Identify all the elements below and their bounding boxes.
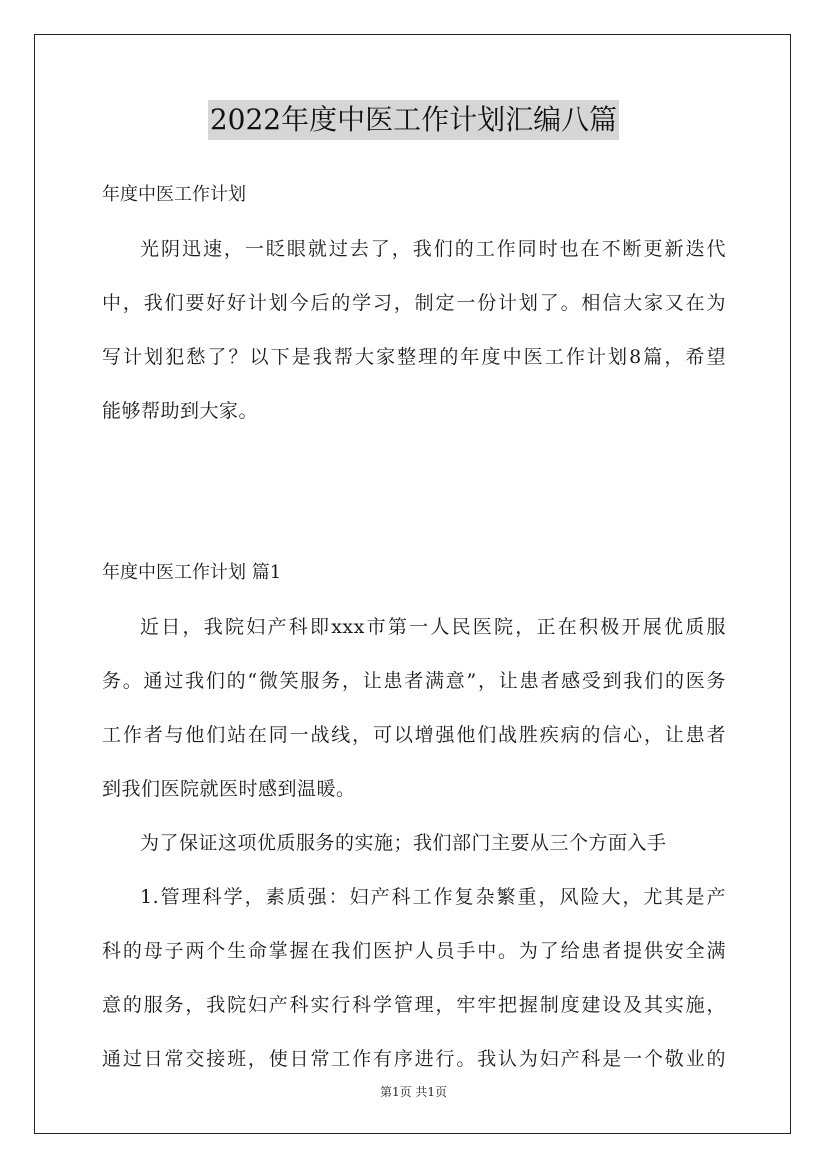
paragraph-line: 科的母子两个生命掌握在我们医护人员手中。为了给患者提供安全满 [102, 940, 726, 962]
document-body [102, 168, 726, 1086]
section-heading: 年度中医工作计划 [102, 184, 246, 205]
paragraph-line: 为了保证这项优质服务的实施；我们部门主要从三个方面入手 [140, 832, 667, 854]
intro-line: 能够帮助到大家。 [102, 400, 259, 422]
intro-line: 写计划犯愁了？以下是我帮大家整理的年度中医工作计划8篇，希望 [102, 346, 726, 368]
title-container [0, 100, 827, 140]
paragraph-line: 近日，我院妇产科即xxx市第一人民医院，正在积极开展优质服 [140, 616, 726, 638]
paragraph-line: 到我们医院就医时感到温暖。 [102, 778, 356, 800]
intro-line: 中，我们要好好计划今后的学习，制定一份计划了。相信大家又在为 [102, 292, 726, 314]
document-title: 2022年度中医工作计划汇编八篇 [208, 100, 619, 140]
paragraph-line: 通过日常交接班，使日常工作有序进行。我认为妇产科是一个敬业的 [102, 1048, 726, 1070]
paragraph-line: 1.管理科学，素质强：妇产科工作复杂繁重，风险大，尤其是产 [140, 886, 726, 908]
spacer [102, 438, 726, 546]
part1-heading: 年度中医工作计划 篇1 [102, 562, 282, 583]
paragraph-line: 工作者与他们站在同一战线，可以增强他们战胜疾病的信心，让患者 [102, 724, 726, 746]
paragraph-line: 意的服务，我院妇产科实行科学管理，牢牢把握制度建设及其实施， [102, 994, 726, 1016]
intro-line: 光阴迅速，一眨眼就过去了，我们的工作同时也在不断更新迭代 [140, 238, 726, 260]
page-footer: 第1页 共1页 [379, 1085, 448, 1099]
paragraph-line: 务。通过我们的“微笑服务，让患者满意”，让患者感受到我们的医务 [102, 670, 726, 692]
